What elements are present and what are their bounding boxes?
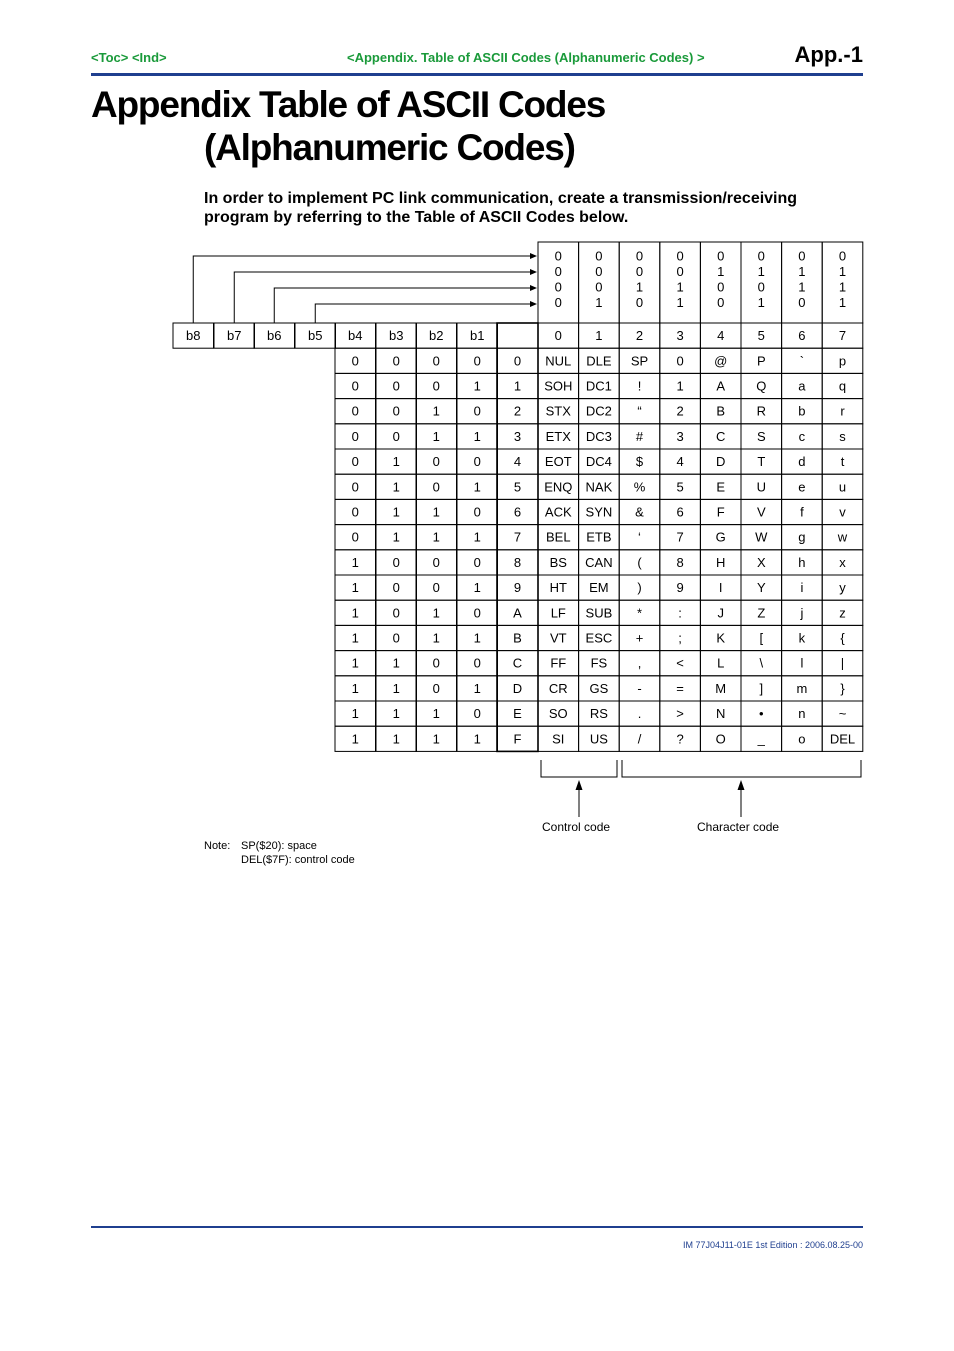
ascii-char: . [637,706,642,722]
col-bit-digit: 0 [676,248,684,264]
ascii-char: k [798,630,806,646]
row-hex-label: 5 [513,479,522,495]
row-bit-digit: 1 [392,479,400,495]
row-bit-digit: 1 [473,731,481,747]
ascii-char: p [838,353,847,369]
ascii-char: ‘ [638,529,641,545]
ascii-char: i [800,580,804,596]
row-bit-digit: 1 [392,731,400,747]
ascii-char: < [676,655,684,671]
ascii-char: SO [548,706,568,722]
ascii-char: SP [630,353,649,369]
ascii-char: US [589,731,608,747]
ascii-char: = [676,680,684,696]
ascii-char: FS [590,655,608,671]
row-bit-digit: 0 [432,454,440,470]
row-bit-digit: 0 [473,605,481,621]
row-bit-digit: 0 [432,479,440,495]
ind-link[interactable]: <Ind> [131,50,167,65]
ascii-char: , [637,655,642,671]
col-hex-label: 3 [676,328,684,344]
ascii-char: * [636,605,643,621]
row-bit-digit: 1 [473,580,481,596]
row-bit-digit: 1 [351,680,359,696]
col-bit-digit: 1 [798,279,806,295]
ascii-char: / [637,731,642,747]
ascii-char: 7 [676,529,684,545]
row-bit-digit: 1 [432,706,440,722]
row-bit-digit: 1 [473,378,481,394]
ascii-char: 4 [676,454,684,470]
ascii-char: 6 [676,504,684,520]
ascii-char: } [840,680,845,696]
row-bit-digit: 0 [351,454,359,470]
col-bit-digit: 0 [635,295,644,310]
ascii-char: u [838,479,847,495]
ascii-char: 5 [676,479,684,495]
ascii-char: 0 [676,353,684,369]
row-bit-digit: 0 [432,680,440,696]
row-hex-label: C [512,655,523,671]
note-line-sp: SP($20): space [241,840,317,852]
ascii-char: G [715,529,726,545]
hex-header-blank [497,323,538,348]
ascii-char: a [798,378,806,394]
col-bit-digit: 1 [838,264,847,279]
ascii-char: D [716,454,726,470]
col-bit-digit: 0 [757,279,765,295]
row-bit-digit: 1 [473,630,481,646]
row-bit-digit: 0 [473,454,481,470]
row-bit-digit: 0 [432,655,440,671]
bit-header-label: b4 [348,328,363,344]
col-bit-digit: 0 [554,264,562,279]
row-bit-digit: 1 [432,630,440,646]
ascii-char: U [756,479,766,495]
col-bit-digit: 0 [757,248,765,264]
ascii-char: % [633,479,646,495]
row-bit-digit: 0 [392,580,400,596]
ascii-char: ] [759,680,764,696]
row-bit-digit: 0 [473,554,481,570]
col-bit-digit: 0 [595,279,603,295]
ascii-char: l [800,655,804,671]
row-bit-digit: 1 [432,529,440,545]
row-bit-digit: 0 [432,554,440,570]
ascii-char: [ [759,630,764,646]
ascii-char: W [755,529,768,545]
bit-header-label: b7 [227,328,242,344]
bit-pointer-line [315,304,532,323]
row-bit-digit: 1 [392,655,400,671]
ascii-char: BS [549,554,567,570]
row-bit-digit: 0 [432,378,440,394]
row-bit-digit: 1 [432,428,440,444]
row-bit-digit: 0 [392,630,400,646]
ascii-char: O [715,731,726,747]
col-bit-digit: 1 [635,279,644,295]
ascii-char: R [756,403,766,419]
col-bit-digit: 0 [635,264,644,279]
col-bit-digit: 0 [798,295,806,310]
ascii-char: v [839,504,846,520]
ascii-char: GS [589,680,609,696]
ascii-char: : [678,605,682,621]
ascii-char: 1 [676,378,684,394]
page-title-line1: Appendix Table of ASCII Codes [91,84,606,125]
row-bit-digit: 1 [473,680,481,696]
ascii-char: X [756,554,766,570]
ascii-char: L [717,655,725,671]
row-bit-digit: 0 [473,706,481,722]
col-bit-digit: 1 [676,279,684,295]
row-bit-digit: 0 [351,479,359,495]
intro-paragraph: In order to implement PC link communication, create a transmission/receiving program by referring to the Table of ASCII Codes below. [204,190,798,226]
ascii-char: h [798,554,806,570]
ascii-char: f [800,504,804,520]
row-bit-digit: 1 [392,680,400,696]
col-bit-digit: 0 [717,248,725,264]
ascii-char: B [716,403,726,419]
note-label: Note: [204,840,231,852]
page-number: App.-1 [794,42,863,67]
bit-header-label: b2 [429,328,444,344]
row-bit-digit: 1 [392,454,400,470]
ascii-char: DEL [829,731,856,747]
col-bit-digit: 0 [554,279,562,295]
row-bit-digit: 0 [351,353,359,369]
bit-header-label: b8 [186,328,201,344]
footer-edition: IM 77J04J11-01E 1st Edition : 2006.08.25-00 [683,1240,863,1250]
row-bit-digit: 1 [473,428,481,444]
ascii-char: VT [549,630,567,646]
ascii-char: ETB [586,529,612,545]
row-hex-label: A [513,605,522,621]
ascii-char: Z [757,605,766,621]
ascii-char: ! [637,378,642,394]
ascii-char: LF [550,605,566,621]
col-bit-digit: 0 [635,248,644,264]
ascii-char: Y [756,580,766,596]
ascii-char: NUL [545,353,572,369]
row-bit-digit: 1 [351,605,359,621]
ascii-char: y [839,580,846,596]
row-bit-digit: 1 [351,630,359,646]
ascii-char: q [838,378,847,394]
ascii-char: @ [714,353,728,369]
col-bit-digit: 0 [595,264,603,279]
ascii-char: K [716,630,726,646]
ascii-char: ACK [544,504,572,520]
ascii-char: P [756,353,766,369]
row-bit-digit: 0 [351,403,359,419]
ascii-char: ( [637,554,642,570]
ascii-char: ; [678,630,682,646]
ascii-char: F [716,504,725,520]
row-bit-digit: 0 [351,428,359,444]
col-bit-digit: 0 [838,248,847,264]
ascii-char: C [716,428,726,444]
ascii-char: z [839,605,846,621]
character-code-caption: Character code [697,820,780,834]
ascii-char: o [798,731,806,747]
row-bit-digit: 1 [392,706,400,722]
row-bit-digit: 0 [392,428,400,444]
col-bit-digit: 0 [554,248,562,264]
ascii-char: ` [799,353,805,369]
ascii-char: V [756,504,766,520]
ascii-char: + [635,630,644,646]
ascii-char: SUB [585,605,613,621]
row-bit-digit: 1 [351,580,359,596]
ascii-char: DC4 [585,454,612,470]
col-bit-digit: 1 [676,295,684,310]
row-hex-label: D [512,680,523,696]
bit-pointer-line [234,272,532,323]
ascii-char: $ [635,454,644,470]
ascii-char: b [798,403,806,419]
bit-pointer-arrowhead [530,253,537,259]
col-bit-digit: 0 [554,295,562,310]
col-bit-digit: 1 [717,264,725,279]
ascii-char: 9 [676,580,684,596]
character-code-arrow-head [738,780,745,790]
row-bit-digit: 0 [392,353,400,369]
row-hex-label: B [513,630,522,646]
row-bit-digit: 1 [432,731,440,747]
bit-header-label: b6 [267,328,282,344]
control-code-caption: Control code [542,820,611,834]
row-hex-label: E [513,706,522,722]
ascii-char: “ [637,403,642,419]
ascii-char: \ [759,655,764,671]
ascii-char: 8 [676,554,684,570]
ascii-char: EM [589,580,609,596]
ascii-char: I [718,580,723,596]
ascii-char: E [716,479,726,495]
ascii-char: ESC [585,630,613,646]
ascii-char: r [840,403,845,419]
row-bit-digit: 0 [432,353,440,369]
ascii-char: SI [552,731,565,747]
ascii-char: ) [637,580,642,596]
col-bit-digit: 0 [798,248,806,264]
col-hex-label: 6 [798,328,806,344]
row-hex-label: 2 [513,403,522,419]
ascii-char: > [676,706,684,722]
row-bit-digit: 1 [392,529,400,545]
ascii-char: & [635,504,644,520]
ascii-char: s [839,428,846,444]
row-bit-digit: 0 [351,378,359,394]
row-bit-digit: 1 [351,706,359,722]
row-bit-digit: 0 [392,378,400,394]
control-code-arrow-head [576,780,583,790]
row-bit-digit: 0 [351,529,359,545]
ascii-char: CAN [585,554,613,570]
ascii-char: 2 [676,403,684,419]
ascii-char: RS [589,706,608,722]
page-title-line2: (Alphanumeric Codes) [204,127,575,168]
ascii-char: FF [550,655,567,671]
bit-pointer-arrowhead [530,269,537,275]
ascii-char: H [716,554,726,570]
ascii-char: BEL [546,529,571,545]
row-hex-label: 1 [513,378,522,394]
row-hex-label: 8 [513,554,522,570]
row-hex-label: F [513,731,522,747]
ascii-char: M [715,680,727,696]
ascii-char: HT [549,580,567,596]
row-bit-digit: 1 [392,504,400,520]
ascii-char: n [798,706,806,722]
character-code-bracket [622,760,861,777]
ascii-char: 3 [676,428,684,444]
ascii-char: N [716,706,726,722]
ascii-char: DC3 [585,428,612,444]
ascii-char: ETX [545,428,571,444]
ascii-char: SOH [544,378,573,394]
col-bit-digit: 0 [595,248,603,264]
bit-pointer-line [193,256,532,323]
row-bit-digit: 0 [432,580,440,596]
row-bit-digit: 1 [432,403,440,419]
row-bit-digit: 1 [351,655,359,671]
ascii-char: m [796,680,808,696]
ascii-char: w [837,529,848,545]
row-bit-digit: 1 [432,504,440,520]
ascii-char: NAK [585,479,613,495]
col-hex-label: 1 [595,328,603,344]
col-hex-label: 0 [554,328,562,344]
bit-pointer-line [274,288,532,323]
ascii-char: | [840,655,845,671]
col-hex-label: 7 [838,328,847,344]
row-hex-label: 0 [513,353,522,369]
ascii-char: STX [545,403,571,419]
footer-divider [91,1226,863,1228]
col-bit-digit: 0 [717,279,725,295]
ascii-char: d [798,454,806,470]
ascii-char: ENQ [544,479,573,495]
note-line-del: DEL($7F): control code [241,854,355,866]
row-bit-digit: 1 [473,479,481,495]
ascii-char: ? [676,731,684,747]
ascii-char: DC1 [585,378,612,394]
ascii-char: e [798,479,806,495]
row-bit-digit: 1 [432,605,440,621]
ascii-char: - [637,680,642,696]
row-bit-digit: 0 [473,353,481,369]
ascii-char: A [716,378,726,394]
col-bit-digit: 0 [717,295,725,310]
row-bit-digit: 0 [392,403,400,419]
col-bit-digit: 0 [676,264,684,279]
row-bit-digit: 1 [351,554,359,570]
row-bit-digit: 1 [473,529,481,545]
ascii-char: J [717,605,724,621]
col-bit-digit: 1 [798,264,806,279]
row-bit-digit: 0 [473,403,481,419]
col-bit-digit: 1 [757,264,765,279]
row-bit-digit: 0 [351,504,359,520]
ascii-char: DC2 [585,403,612,419]
toc-link[interactable]: <Toc> [91,50,129,65]
col-hex-label: 5 [757,328,765,344]
ascii-char: Q [756,378,767,394]
ascii-char: x [839,554,846,570]
ascii-char: g [798,529,806,545]
col-bit-digit: 1 [757,295,765,310]
ascii-char: SYN [585,504,613,520]
header-section-title: <Appendix. Table of ASCII Codes (Alphanumeric Codes) > [347,50,705,65]
bit-header-label: b3 [389,328,404,344]
col-bit-digit: 1 [838,295,847,310]
ascii-char: { [840,630,845,646]
ascii-char: ~ [838,706,847,722]
ascii-char: DLE [586,353,612,369]
ascii-char: T [757,454,766,470]
row-bit-digit: 0 [392,605,400,621]
ascii-char: # [635,428,644,444]
ascii-char: c [798,428,806,444]
row-bit-digit: 0 [392,554,400,570]
row-bit-digit: 0 [473,504,481,520]
ascii-char: EOT [544,454,572,470]
row-hex-label: 4 [513,454,522,470]
ascii-char: _ [757,731,765,747]
ascii-char: j [800,605,804,621]
col-bit-digit: 1 [595,295,603,310]
col-hex-label: 4 [717,328,725,344]
ascii-char: S [756,428,766,444]
row-hex-label: 9 [513,580,522,596]
bit-pointer-arrowhead [530,301,537,307]
ascii-char: t [840,454,845,470]
row-hex-label: 7 [513,529,522,545]
ascii-char: • [759,706,764,722]
row-bit-digit: 0 [473,655,481,671]
control-code-bracket [541,760,617,777]
col-hex-label: 2 [635,328,644,344]
bit-header-label: b1 [470,328,485,344]
ascii-char: CR [548,680,568,696]
row-bit-digit: 1 [351,731,359,747]
bit-header-label: b5 [308,328,323,344]
bit-pointer-arrowhead [530,285,537,291]
row-hex-label: 6 [513,504,522,520]
row-hex-label: 3 [513,428,522,444]
col-bit-digit: 1 [838,279,847,295]
